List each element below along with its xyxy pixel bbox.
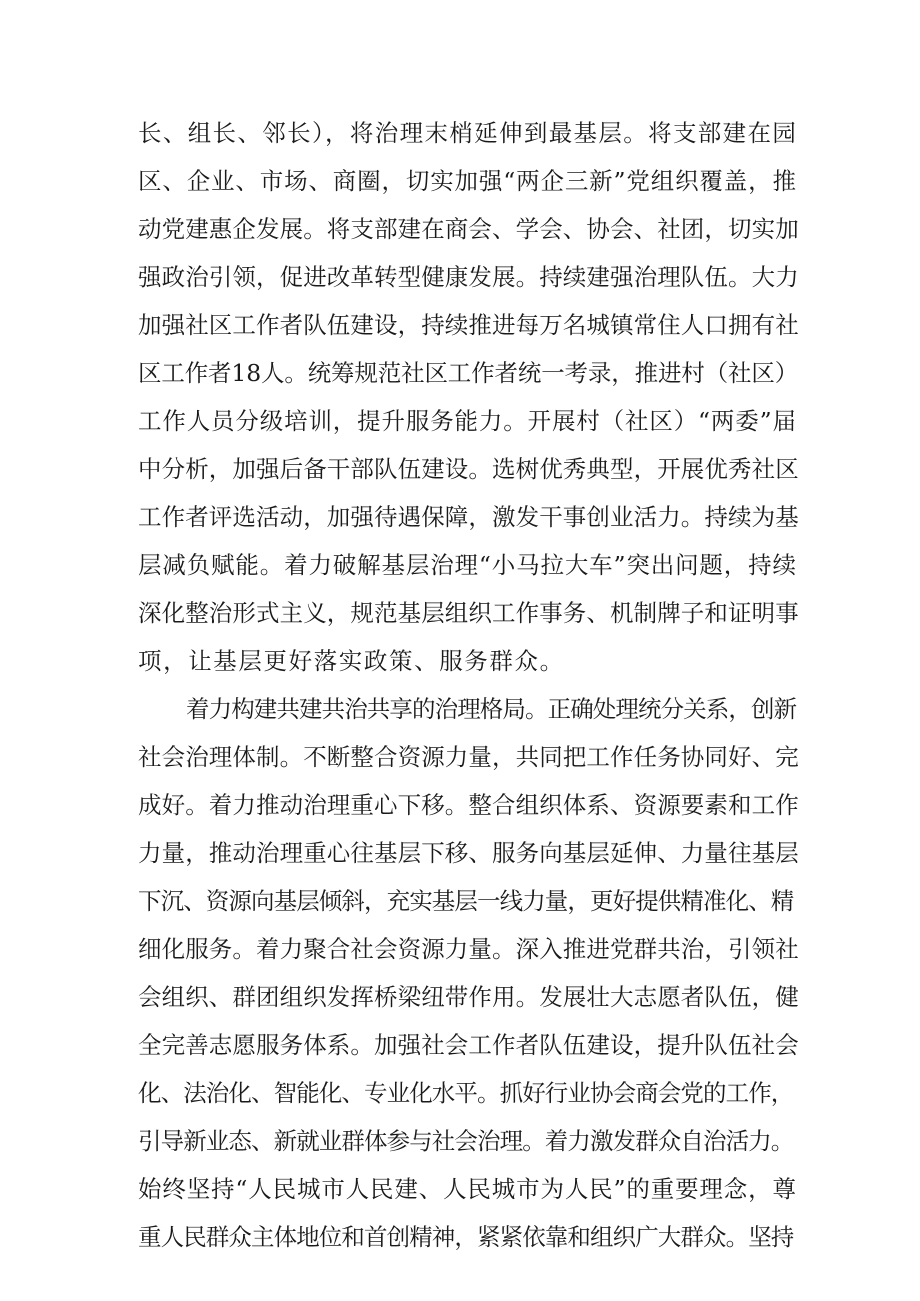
text-line: 工作者评选活动，加强待遇保障，激发干事创业活力。持续为基 (138, 503, 799, 531)
text-line: 重人民群众主体地位和首创精神，紧紧依靠和组织广大群众。坚持 (138, 1223, 794, 1251)
text-line: 项，让基层更好落实政策、服务群众。 (138, 647, 565, 675)
text-line: 动党建惠企发展。将支部建在商会、学会、协会、社团，切实加 (138, 215, 799, 243)
text-line: 力量，推动治理重心往基层下移、服务向基层延伸、力量往基层 (138, 839, 799, 867)
text-line: 层减负赋能。着力破解基层治理“小马拉大车”突出问题，持续 (138, 551, 797, 579)
text-line: 长、组长、邻长），将治理末梢延伸到最基层。将支部建在园 (138, 119, 798, 147)
text-line: 细化服务。着力聚合社会资源力量。深入推进党群共治，引领社 (138, 935, 799, 963)
text-line: 着力构建共建共治共享的治理格局。正确处理统分关系，创新 (186, 695, 797, 723)
text-line: 会组织、群团组织发挥桥梁纽带作用。发展壮大志愿者队伍，健 (138, 983, 799, 1011)
text-line: 全完善志愿服务体系。加强社会工作者队伍建设，提升队伍社会 (138, 1031, 799, 1059)
text-line: 始终坚持“人民城市人民建、人民城市为人民”的重要理念，尊 (138, 1175, 797, 1203)
text-line: 社会治理体制。不断整合资源力量，共同把工作任务协同好、完 (138, 743, 799, 771)
text-line: 深化整治形式主义，规范基层组织工作事务、机制牌子和证明事 (138, 599, 799, 627)
text-line: 中分析，加强后备干部队伍建设。选树优秀典型，开展优秀社区 (138, 455, 799, 483)
text-line: 强政治引领，促进改革转型健康发展。持续建强治理队伍。大力 (138, 263, 799, 291)
text-line: 区、企业、市场、商圈，切实加强“两企三新”党组织覆盖，推 (138, 167, 797, 195)
text-line: 区工作者18人。统筹规范社区工作者统一考录，推进村（社区） (138, 359, 799, 387)
text-line: 化、法治化、智能化、专业化水平。抓好行业协会商会党的工作， (138, 1079, 794, 1107)
text-line: 引导新业态、新就业群体参与社会治理。着力激发群众自治活力。 (138, 1127, 794, 1155)
text-line: 工作人员分级培训，提升服务能力。开展村（社区）“两委”届 (138, 407, 797, 435)
text-line: 加强社区工作者队伍建设，持续推进每万名城镇常住人口拥有社 (138, 311, 799, 339)
text-line: 下沉、资源向基层倾斜，充实基层一线力量，更好提供精准化、精 (138, 887, 794, 915)
text-line: 成好。着力推动治理重心下移。整合组织体系、资源要素和工作 (138, 791, 799, 819)
